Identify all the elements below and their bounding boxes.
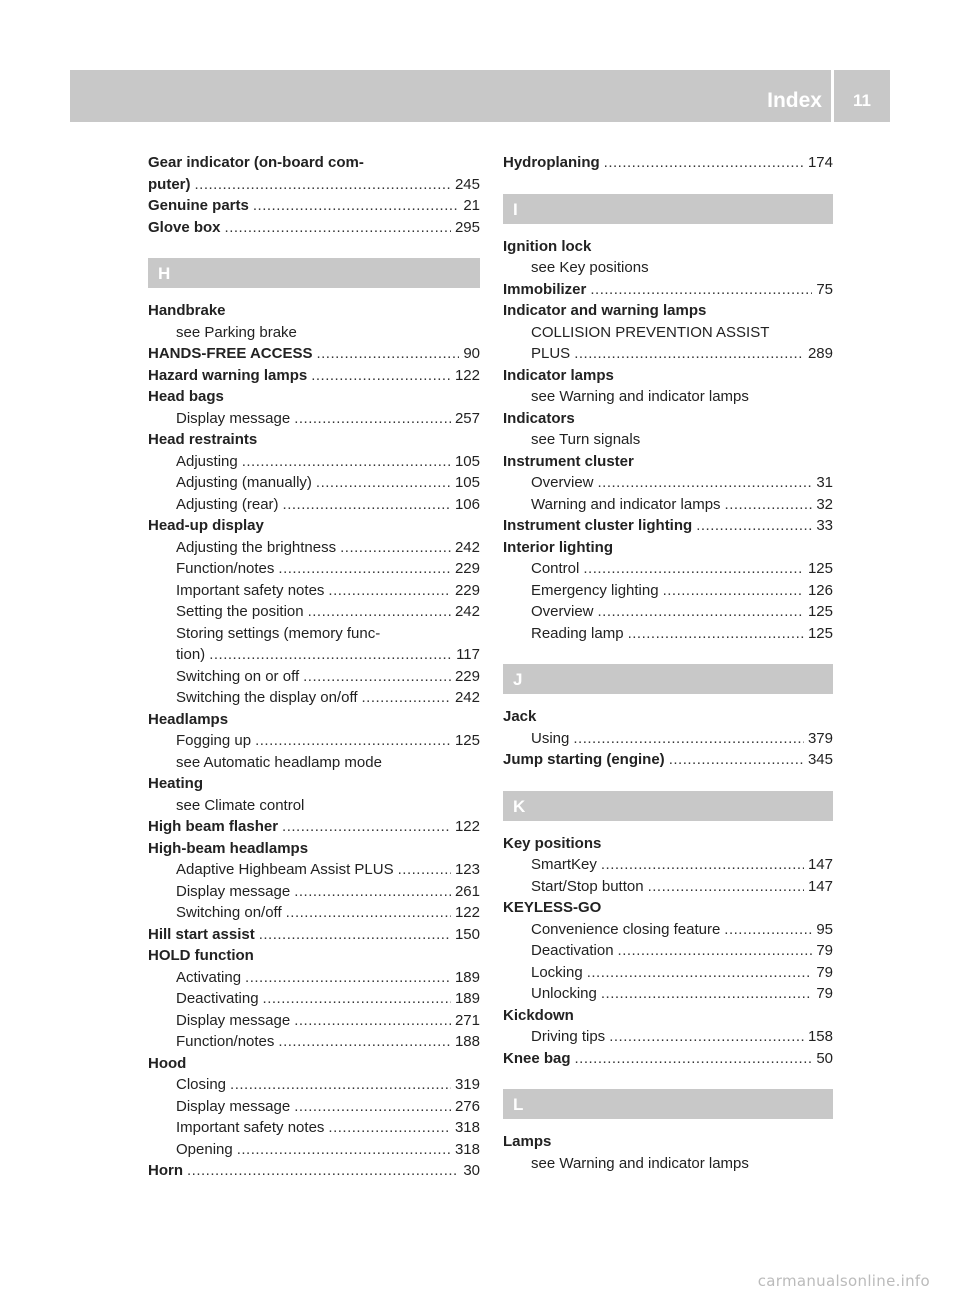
- letter-heading-h: H: [148, 258, 480, 288]
- index-entry: Immobilizer ..... 75: [503, 279, 833, 301]
- index-entry: Handbrake: [148, 302, 226, 319]
- index-entry: Jump starting (engine) ..... 345: [503, 749, 833, 771]
- index-subentry: Adjusting (rear) ..... 106: [148, 494, 480, 516]
- index-subentry: COLLISION PREVENTION ASSIST: [531, 323, 770, 341]
- index-entry: Key positions: [503, 834, 602, 852]
- index-subentry: Adjusting ..... 105: [148, 451, 480, 473]
- index-subentry: Locking ..... 79: [503, 962, 833, 984]
- index-subentry: Adjusting the brightness ..... 242: [148, 537, 480, 559]
- index-entry: Heating: [148, 775, 204, 792]
- index-entry: Headlamps: [148, 710, 229, 728]
- index-entry: Hill start assist ..... 150: [148, 924, 480, 946]
- index-entry: Interior lighting: [503, 538, 613, 556]
- index-entry: Ignition lock: [503, 237, 592, 255]
- index-subentry: Switching on or off ..... 229: [148, 666, 480, 688]
- index-entry: Indicators: [503, 409, 575, 427]
- index-subentry: Important safety notes ..... 229: [148, 580, 480, 602]
- cross-reference: see Key positions: [531, 259, 649, 276]
- index-entry: Head-up display: [148, 517, 264, 534]
- index-entry: Genuine parts ..... 21: [148, 195, 480, 217]
- index-subentry: Switching the display on/off ..... 242: [148, 687, 480, 709]
- index-subentry: Storing settings (memory func-: [176, 624, 381, 642]
- index-subentry: Driving tips ..... 158: [503, 1026, 833, 1048]
- index-subentry: tion) ..... 117: [148, 644, 480, 666]
- index-entry: Jack: [503, 708, 537, 725]
- index-entry: Hazard warning lamps ..... 122: [148, 365, 480, 387]
- index-entry: Glove box ..... 295: [148, 217, 480, 239]
- index-subentry: Adaptive Highbeam Assist PLUS ..... 123: [148, 859, 480, 881]
- cross-reference: see Parking brake: [176, 323, 297, 341]
- index-subentry: Control ..... 125: [503, 558, 833, 580]
- index-entry: puter) ..... 245: [148, 174, 480, 196]
- index-subentry: Reading lamp ..... 125: [503, 623, 833, 645]
- index-entry: HANDS-FREE ACCESS ..... 90: [148, 343, 480, 365]
- index-entry: KEYLESS-GO: [503, 899, 602, 916]
- index-entry: HOLD function: [148, 947, 254, 964]
- section-title: Index: [767, 89, 822, 112]
- cross-reference: see Turn signals: [531, 431, 641, 448]
- index-subentry: Function/notes ..... 229: [148, 558, 480, 580]
- index-column-left: [148, 152, 480, 1182]
- index-subentry: Unlocking ..... 79: [503, 983, 833, 1005]
- index-entry: Instrument cluster lighting ..... 33: [503, 515, 833, 537]
- index-subentry: Fogging up ..... 125: [148, 730, 480, 752]
- index-entry: Knee bag ..... 50: [503, 1048, 833, 1070]
- index-entry: Hood: [148, 1054, 187, 1072]
- letter-heading-l: L: [503, 1089, 833, 1119]
- index-subentry: Deactivation ..... 79: [503, 940, 833, 962]
- letter-heading-j: J: [503, 664, 833, 694]
- index-subentry: Display message ..... 257: [148, 408, 480, 430]
- cross-reference: see Climate control: [176, 796, 305, 814]
- index-entry: Indicator and warning lamps: [503, 302, 707, 319]
- index-subentry: Warning and indicator lamps ..... 32: [503, 494, 833, 516]
- index-subentry: PLUS ..... 289: [503, 343, 833, 365]
- index-entry: Lamps: [503, 1133, 552, 1150]
- index-subentry: Important safety notes ..... 318: [148, 1117, 480, 1139]
- index-entry: Instrument cluster: [503, 452, 634, 470]
- cross-reference: see Warning and indicator lamps: [531, 388, 749, 405]
- letter-heading-k: K: [503, 791, 833, 821]
- index-entry: High-beam headlamps: [148, 839, 309, 857]
- index-entry: High beam flasher ..... 122: [148, 816, 480, 838]
- index-subentry: Overview ..... 125: [503, 601, 833, 623]
- index-subentry: Setting the position ..... 242: [148, 601, 480, 623]
- index-subentry: Adjusting (manually) ..... 105: [148, 472, 480, 494]
- index-entry: Hydroplaning ..... 174: [503, 152, 833, 174]
- index-subentry: Function/notes ..... 188: [148, 1031, 480, 1053]
- index-subentry: SmartKey ..... 147: [503, 854, 833, 876]
- index-entry: Horn ..... 30: [148, 1160, 480, 1182]
- index-subentry: Closing ..... 319: [148, 1074, 480, 1096]
- index-entry: Head bags: [148, 388, 224, 405]
- cross-reference: see Warning and indicator lamps: [531, 1154, 749, 1172]
- index-subentry: Switching on/off ..... 122: [148, 902, 480, 924]
- watermark: carmanualsonline.info: [757, 1272, 930, 1290]
- index-subentry: Convenience closing feature ..... 95: [503, 919, 833, 941]
- index-subentry: Display message ..... 271: [148, 1010, 480, 1032]
- index-column-right: [503, 152, 833, 1174]
- index-subentry: Display message ..... 276: [148, 1096, 480, 1118]
- index-subentry: Using ..... 379: [503, 728, 833, 750]
- cross-reference: see Automatic headlamp mode: [176, 753, 382, 771]
- index-subentry: Deactivating ..... 189: [148, 988, 480, 1010]
- index-entry: Indicator lamps: [503, 366, 614, 384]
- index-subentry: Emergency lighting ..... 126: [503, 580, 833, 602]
- index-entry: Gear indicator (on-board com-: [148, 154, 364, 171]
- page-header: [70, 70, 890, 122]
- index-subentry: Start/Stop button ..... 147: [503, 876, 833, 898]
- index-subentry: Overview ..... 31: [503, 472, 833, 494]
- index-subentry: Display message ..... 261: [148, 881, 480, 903]
- letter-heading-i: I: [503, 194, 833, 224]
- page-number: 11: [853, 91, 871, 110]
- index-entry: Head restraints: [148, 431, 258, 448]
- index-subentry: Activating ..... 189: [148, 967, 480, 989]
- index-entry: Kickdown: [503, 1006, 574, 1024]
- index-subentry: Opening ..... 318: [148, 1139, 480, 1161]
